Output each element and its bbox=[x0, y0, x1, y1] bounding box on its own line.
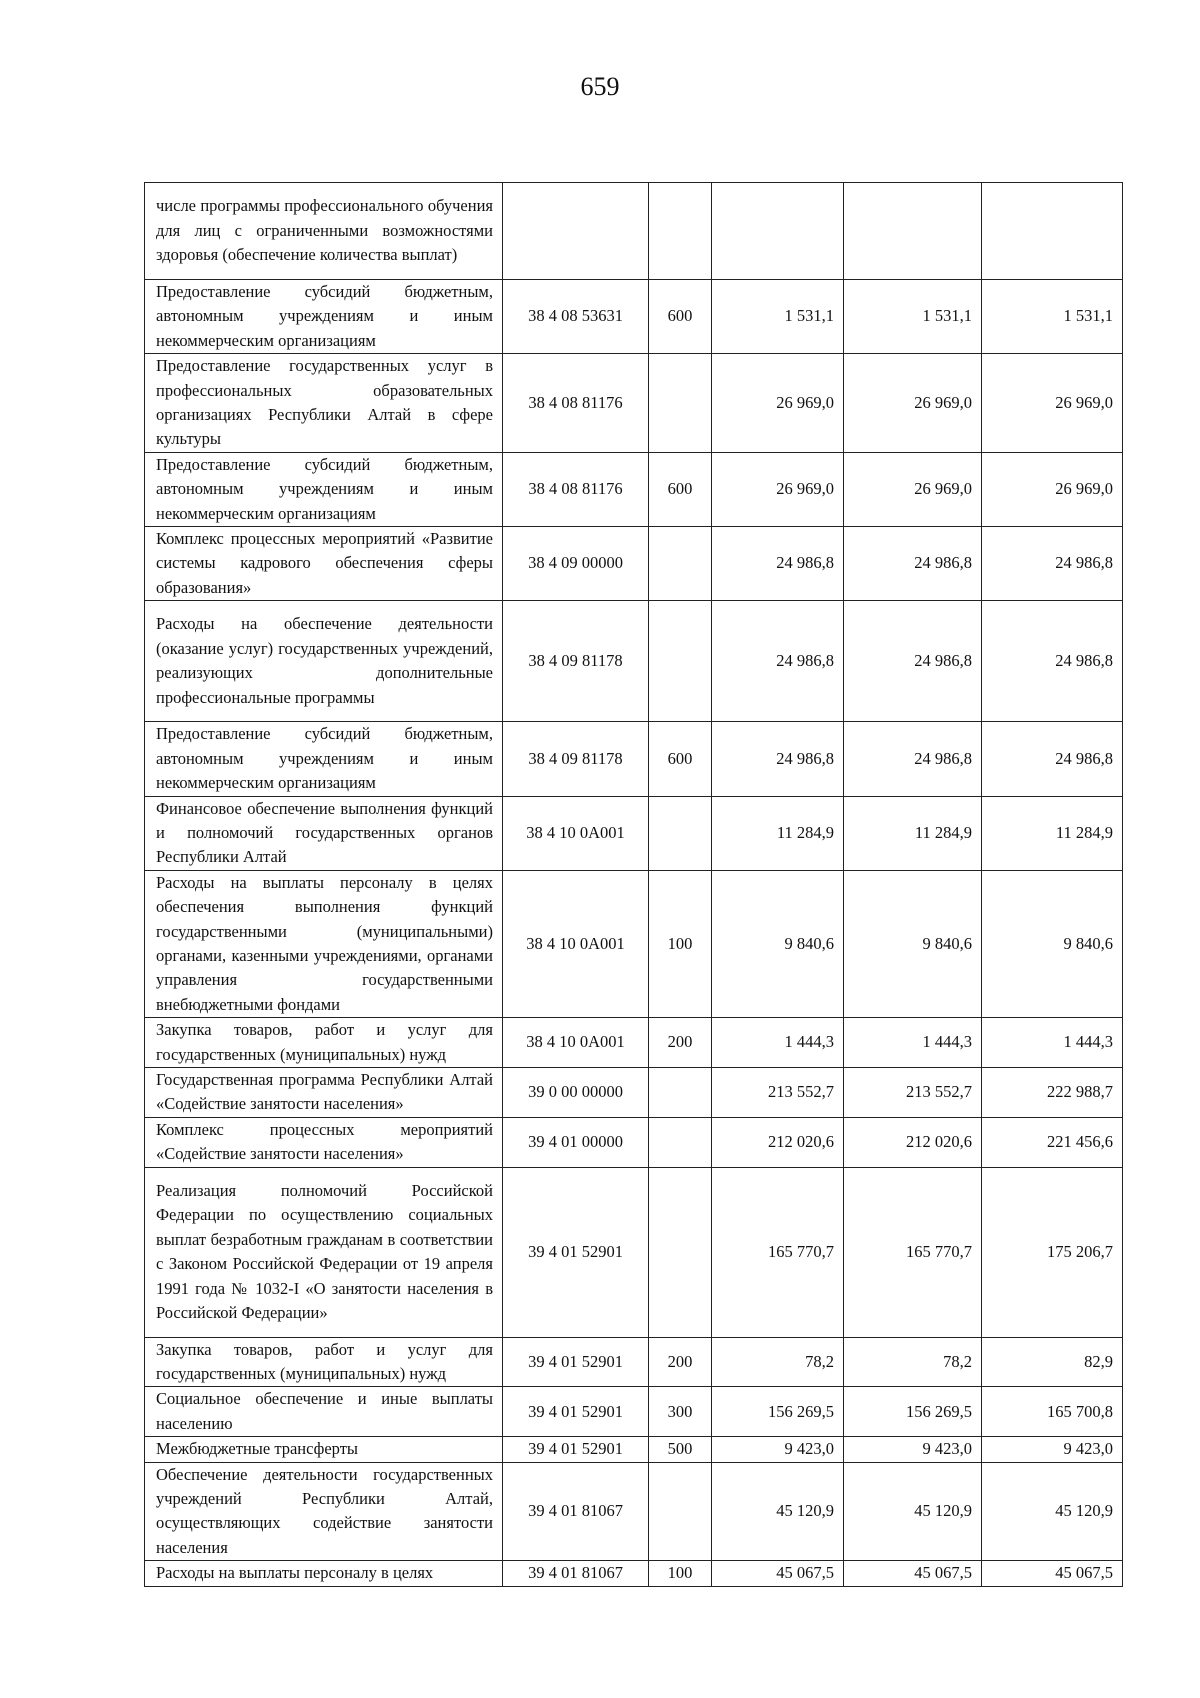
target-code: 38 4 08 81176 bbox=[503, 452, 649, 526]
expense-name: Закупка товаров, работ и услуг для государственных (муниципальных) нужд bbox=[145, 1018, 503, 1068]
amount-year-2: 26 969,0 bbox=[844, 354, 982, 453]
amount-year-1: 9 423,0 bbox=[712, 1437, 844, 1462]
table-row bbox=[145, 601, 1123, 722]
table-row bbox=[145, 722, 1123, 796]
target-code: 39 4 01 81067 bbox=[503, 1561, 649, 1586]
amount-year-1: 156 269,5 bbox=[712, 1387, 844, 1437]
table-row bbox=[145, 1167, 1123, 1337]
expense-name: Обеспечение деятельности государственных учреждений Республики Алтай, осуществляющих содействие занятости населения bbox=[145, 1462, 503, 1561]
expense-name: Межбюджетные трансферты bbox=[145, 1437, 503, 1462]
expense-name: Предоставление субсидий бюджетным, автономным учреждениям и иным некоммерческим организациям bbox=[145, 722, 503, 796]
table-row bbox=[145, 1117, 1123, 1167]
amount-year-1: 78,2 bbox=[712, 1337, 844, 1387]
table-row bbox=[145, 1337, 1123, 1387]
expense-name: Предоставление субсидий бюджетным, автономным учреждениям и иным некоммерческим организациям bbox=[145, 280, 503, 354]
amount-year-3 bbox=[982, 183, 1123, 280]
target-code: 39 4 01 52901 bbox=[503, 1387, 649, 1437]
amount-year-2: 9 840,6 bbox=[844, 870, 982, 1017]
table-row bbox=[145, 1437, 1123, 1462]
amount-year-1: 1 531,1 bbox=[712, 280, 844, 354]
amount-year-1: 11 284,9 bbox=[712, 796, 844, 870]
expense-type: 600 bbox=[649, 452, 712, 526]
expense-name: Предоставление государственных услуг в профессиональных образовательных организациях Республики Алтай в сфере культуры bbox=[145, 354, 503, 453]
expense-name: Закупка товаров, работ и услуг для государственных (муниципальных) нужд bbox=[145, 1337, 503, 1387]
amount-year-3: 221 456,6 bbox=[982, 1117, 1123, 1167]
expense-type bbox=[649, 1117, 712, 1167]
expense-type bbox=[649, 354, 712, 453]
table-row bbox=[145, 354, 1123, 453]
amount-year-3: 9 423,0 bbox=[982, 1437, 1123, 1462]
expense-name: Предоставление субсидий бюджетным, автономным учреждениям и иным некоммерческим организациям bbox=[145, 452, 503, 526]
expense-name: Комплекс процессных мероприятий «Содействие занятости населения» bbox=[145, 1117, 503, 1167]
expense-type bbox=[649, 1462, 712, 1561]
target-code: 38 4 10 0А001 bbox=[503, 1018, 649, 1068]
target-code: 39 4 01 52901 bbox=[503, 1167, 649, 1337]
amount-year-3: 45 120,9 bbox=[982, 1462, 1123, 1561]
amount-year-2 bbox=[844, 183, 982, 280]
amount-year-2: 45 120,9 bbox=[844, 1462, 982, 1561]
amount-year-1: 24 986,8 bbox=[712, 527, 844, 601]
amount-year-2: 45 067,5 bbox=[844, 1561, 982, 1586]
table-row bbox=[145, 527, 1123, 601]
amount-year-3: 24 986,8 bbox=[982, 601, 1123, 722]
target-code: 39 4 01 52901 bbox=[503, 1437, 649, 1462]
amount-year-2: 11 284,9 bbox=[844, 796, 982, 870]
amount-year-1: 212 020,6 bbox=[712, 1117, 844, 1167]
amount-year-3: 82,9 bbox=[982, 1337, 1123, 1387]
table-row bbox=[145, 1387, 1123, 1437]
table-row bbox=[145, 1462, 1123, 1561]
amount-year-3: 45 067,5 bbox=[982, 1561, 1123, 1586]
table-row bbox=[145, 1018, 1123, 1068]
amount-year-2: 213 552,7 bbox=[844, 1067, 982, 1117]
expense-type: 600 bbox=[649, 280, 712, 354]
amount-year-3: 1 531,1 bbox=[982, 280, 1123, 354]
amount-year-1: 9 840,6 bbox=[712, 870, 844, 1017]
target-code: 38 4 08 53631 bbox=[503, 280, 649, 354]
target-code: 38 4 10 0А001 bbox=[503, 870, 649, 1017]
amount-year-2: 26 969,0 bbox=[844, 452, 982, 526]
expense-type bbox=[649, 796, 712, 870]
expense-type bbox=[649, 1067, 712, 1117]
amount-year-1: 24 986,8 bbox=[712, 722, 844, 796]
expense-name: Финансовое обеспечение выполнения функций и полномочий государственных органов Республики Алтай bbox=[145, 796, 503, 870]
amount-year-1 bbox=[712, 183, 844, 280]
amount-year-2: 24 986,8 bbox=[844, 601, 982, 722]
amount-year-3: 175 206,7 bbox=[982, 1167, 1123, 1337]
target-code: 38 4 09 81178 bbox=[503, 722, 649, 796]
amount-year-3: 222 988,7 bbox=[982, 1067, 1123, 1117]
target-code bbox=[503, 183, 649, 280]
expense-type: 100 bbox=[649, 1561, 712, 1586]
amount-year-3: 26 969,0 bbox=[982, 354, 1123, 453]
amount-year-3: 1 444,3 bbox=[982, 1018, 1123, 1068]
budget-table bbox=[144, 182, 1123, 1587]
expense-type bbox=[649, 1167, 712, 1337]
table-row bbox=[145, 280, 1123, 354]
table-row bbox=[145, 183, 1123, 280]
table-row bbox=[145, 870, 1123, 1017]
target-code: 38 4 09 00000 bbox=[503, 527, 649, 601]
table-row bbox=[145, 796, 1123, 870]
expense-type: 600 bbox=[649, 722, 712, 796]
amount-year-2: 24 986,8 bbox=[844, 527, 982, 601]
expense-name: Реализация полномочий Российской Федерации по осуществлению социальных выплат безработным гражданам в соответствии с Законом Российской Федерации от 19 апреля 1991 года № 1032-I «О занятости населения в Российской Федерации» bbox=[145, 1167, 503, 1337]
expense-type bbox=[649, 183, 712, 280]
amount-year-2: 212 020,6 bbox=[844, 1117, 982, 1167]
expense-type bbox=[649, 601, 712, 722]
amount-year-2: 1 444,3 bbox=[844, 1018, 982, 1068]
expense-type bbox=[649, 527, 712, 601]
expense-name: Расходы на выплаты персоналу в целях обеспечения выполнения функций государственными (муниципальными) органами, казенными учреждениями, органами управления государственными внебюджетными фондами bbox=[145, 870, 503, 1017]
expense-name: Комплекс процессных мероприятий «Развитие системы кадрового обеспечения сферы образования» bbox=[145, 527, 503, 601]
target-code: 38 4 09 81178 bbox=[503, 601, 649, 722]
expense-type: 100 bbox=[649, 870, 712, 1017]
amount-year-2: 24 986,8 bbox=[844, 722, 982, 796]
page-number: 659 bbox=[580, 72, 620, 101]
expense-name: Социальное обеспечение и иные выплаты населению bbox=[145, 1387, 503, 1437]
amount-year-1: 165 770,7 bbox=[712, 1167, 844, 1337]
amount-year-1: 45 120,9 bbox=[712, 1462, 844, 1561]
amount-year-3: 24 986,8 bbox=[982, 722, 1123, 796]
budget-table-body bbox=[145, 183, 1123, 1587]
amount-year-2: 156 269,5 bbox=[844, 1387, 982, 1437]
amount-year-3: 11 284,9 bbox=[982, 796, 1123, 870]
expense-name: Расходы на обеспечение деятельности (оказание услуг) государственных учреждений, реализующих дополнительные профессиональные программы bbox=[145, 601, 503, 722]
expense-type: 500 bbox=[649, 1437, 712, 1462]
expense-name: Государственная программа Республики Алтай «Содействие занятости населения» bbox=[145, 1067, 503, 1117]
target-code: 39 4 01 52901 bbox=[503, 1337, 649, 1387]
expense-type: 200 bbox=[649, 1337, 712, 1387]
amount-year-3: 24 986,8 bbox=[982, 527, 1123, 601]
amount-year-1: 26 969,0 bbox=[712, 452, 844, 526]
table-row bbox=[145, 1067, 1123, 1117]
target-code: 39 4 01 81067 bbox=[503, 1462, 649, 1561]
amount-year-2: 9 423,0 bbox=[844, 1437, 982, 1462]
table-row bbox=[145, 1561, 1123, 1586]
amount-year-1: 26 969,0 bbox=[712, 354, 844, 453]
amount-year-1: 1 444,3 bbox=[712, 1018, 844, 1068]
amount-year-1: 45 067,5 bbox=[712, 1561, 844, 1586]
amount-year-1: 24 986,8 bbox=[712, 601, 844, 722]
amount-year-1: 213 552,7 bbox=[712, 1067, 844, 1117]
expense-name: числе программы профессионального обучения для лиц с ограниченными возможностями здоровья (обеспечение количества выплат) bbox=[145, 183, 503, 280]
amount-year-2: 1 531,1 bbox=[844, 280, 982, 354]
amount-year-3: 26 969,0 bbox=[982, 452, 1123, 526]
amount-year-3: 9 840,6 bbox=[982, 870, 1123, 1017]
expense-type: 300 bbox=[649, 1387, 712, 1437]
amount-year-2: 78,2 bbox=[844, 1337, 982, 1387]
amount-year-2: 165 770,7 bbox=[844, 1167, 982, 1337]
target-code: 38 4 10 0А001 bbox=[503, 796, 649, 870]
target-code: 38 4 08 81176 bbox=[503, 354, 649, 453]
target-code: 39 0 00 00000 bbox=[503, 1067, 649, 1117]
expense-type: 200 bbox=[649, 1018, 712, 1068]
table-row bbox=[145, 452, 1123, 526]
target-code: 39 4 01 00000 bbox=[503, 1117, 649, 1167]
expense-name: Расходы на выплаты персоналу в целях bbox=[145, 1561, 503, 1586]
amount-year-3: 165 700,8 bbox=[982, 1387, 1123, 1437]
